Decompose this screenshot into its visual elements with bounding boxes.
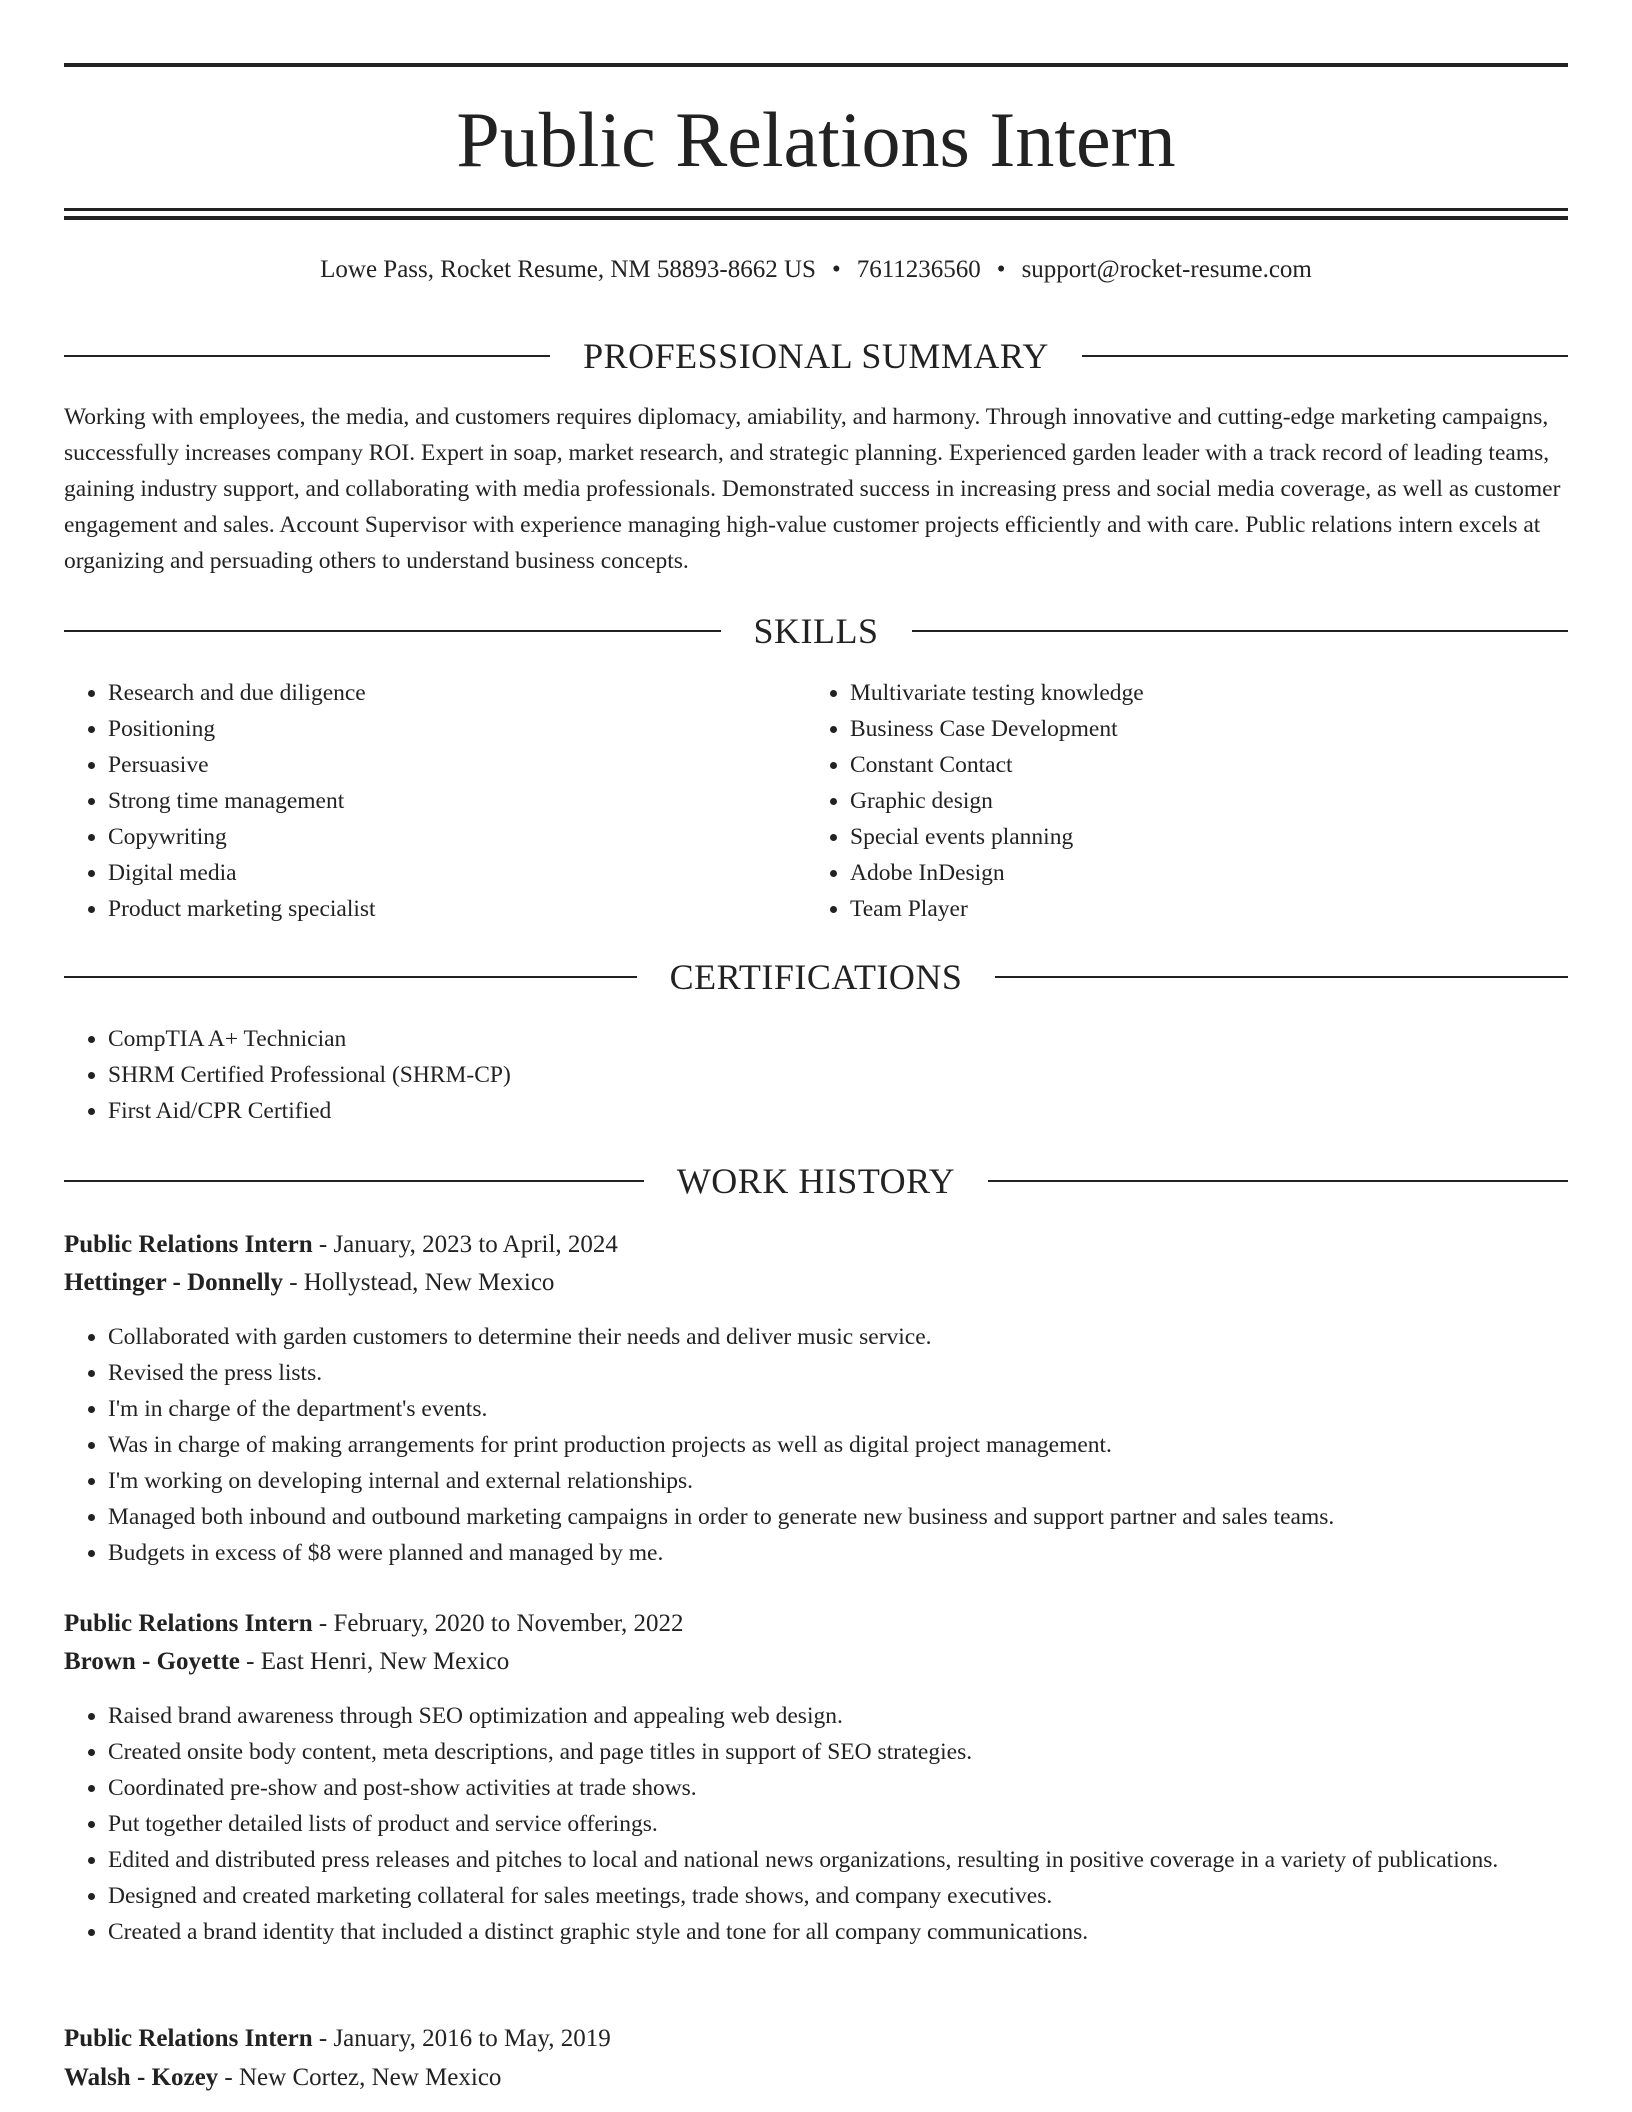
certifications-heading <box>64 955 1568 999</box>
job-bullet: • Designed and created marketing collateral for sales meetings, trade shows, and company executives. <box>108 1878 1568 1914</box>
certifications-list <box>64 1021 1612 1129</box>
job-bullet: • Managed both inbound and outbound marketing campaigns in order to generate new business and support partner and sales teams. <box>108 1499 1568 1535</box>
job-bullet: • Budgets in excess of $8 were planned and managed by me. <box>108 1535 1568 1571</box>
job-bullets <box>64 1698 1568 1950</box>
job-company: Walsh - Kozey <box>64 2064 219 2091</box>
job-company: Hettinger - Donnelly <box>64 1269 283 1296</box>
heading-rule <box>988 1180 1568 1182</box>
job-company-line <box>64 1264 1568 1302</box>
resume-name: Public Relations Intern <box>456 96 1176 183</box>
section-title: WORK HISTORY <box>676 1161 956 1201</box>
skill-item: • Business Case Development <box>850 711 1550 747</box>
job-title-line <box>64 2020 1568 2058</box>
skill-item: • Team Player <box>850 891 1550 927</box>
job-title: Public Relations Intern <box>64 1231 313 1258</box>
job-location: - Hollystead, New Mexico <box>282 1269 555 1296</box>
skill-item: • Research and due diligence <box>108 675 808 711</box>
job-dates: - January, 2023 to April, 2024 <box>312 1231 618 1258</box>
job-bullet: • I'm in charge of the department's events. <box>108 1391 1568 1427</box>
job-company-line <box>64 2059 1568 2097</box>
skills-list-right <box>806 675 1550 927</box>
job-title-line <box>64 1605 1568 1643</box>
job-bullet: • Created a brand identity that included a distinct graphic style and tone for all company communications. <box>108 1914 1568 1950</box>
summary-text: Working with employees, the media, and customers requires diplomacy, amiability, and harmony. Through innovative and cutting-edge marketing campaigns, successfully increases company ROI. Expert in soap, market research, and strategic planning. Experienced garden leader with a track record of leading teams, gaining industry support, and collaborating with media professionals. Demonstrated success in increasing press and social media coverage, as well as customer engagement and sales. Account Supervisor with experience managing high-value customer projects efficiently and with care. Public relations intern excels at organizing and persuading others to understand business concepts. <box>64 404 1561 574</box>
skills-heading <box>64 609 1568 653</box>
skill-item: • Graphic design <box>850 783 1550 819</box>
job-bullet: • Raised brand awareness through SEO optimization and appealing web design. <box>108 1698 1568 1734</box>
skill-item: • Copywriting <box>108 819 808 855</box>
heading-rule <box>995 976 1568 978</box>
heading-rule <box>64 630 721 632</box>
work-history-heading <box>64 1159 1568 1203</box>
double-rule <box>64 208 1568 220</box>
job-bullet: • Created onsite body content, meta descriptions, and page titles in support of SEO strategies. <box>108 1734 1568 1770</box>
job-company-line <box>64 1643 1568 1681</box>
contact-separator: • <box>831 256 841 283</box>
job-title: Public Relations Intern <box>64 1610 313 1637</box>
heading-rule <box>64 355 550 357</box>
job-location: - East Henri, New Mexico <box>239 1648 510 1675</box>
skill-item: • Special events planning <box>850 819 1550 855</box>
contact-address: Lowe Pass, Rocket Resume, NM 58893-8662 US <box>320 256 816 283</box>
job-title: Public Relations Intern <box>64 2025 313 2052</box>
certification-item: • CompTIA A+ Technician <box>108 1021 1612 1057</box>
job-bullet: • Revised the press lists. <box>108 1355 1568 1391</box>
job-dates: - February, 2020 to November, 2022 <box>312 1610 684 1637</box>
heading-rule <box>64 976 637 978</box>
skill-item: • Positioning <box>108 711 808 747</box>
contact-line <box>64 252 1568 288</box>
job-bullet: • Coordinated pre-show and post-show activities at trade shows. <box>108 1770 1568 1806</box>
heading-rule <box>1082 355 1568 357</box>
job-bullets <box>64 1319 1568 1571</box>
job-location: - New Cortez, New Mexico <box>218 2064 502 2091</box>
heading-rule <box>64 1180 644 1182</box>
job-title-line <box>64 1226 1568 1264</box>
certification-item: • First Aid/CPR Certified <box>108 1093 1612 1129</box>
top-rule <box>64 63 1568 67</box>
section-title: CERTIFICATIONS <box>669 957 963 997</box>
job-bullet: • Edited and distributed press releases and pitches to local and national news organizations, resulting in positive coverage in a variety of publications. <box>108 1842 1568 1878</box>
skills-list-left <box>64 675 808 927</box>
heading-rule <box>912 630 1569 632</box>
summary-heading <box>64 334 1568 378</box>
contact-separator: • <box>996 256 1006 283</box>
job-bullet: • Collaborated with garden customers to determine their needs and deliver music service. <box>108 1319 1568 1355</box>
skill-item: • Persuasive <box>108 747 808 783</box>
job-company: Brown - Goyette <box>64 1648 240 1675</box>
skill-item: • Adobe InDesign <box>850 855 1550 891</box>
skill-item: • Product marketing specialist <box>108 891 808 927</box>
skill-item: • Constant Contact <box>850 747 1550 783</box>
job-bullet: • Put together detailed lists of product and service offerings. <box>108 1806 1568 1842</box>
contact-email: support@rocket-resume.com <box>1021 256 1312 283</box>
skill-item: • Digital media <box>108 855 808 891</box>
job-dates: - January, 2016 to May, 2019 <box>312 2025 611 2052</box>
skill-item: • Multivariate testing knowledge <box>850 675 1550 711</box>
job-bullet: • Was in charge of making arrangements for print production projects as well as digital project management. <box>108 1427 1568 1463</box>
section-title: PROFESSIONAL SUMMARY <box>583 336 1049 376</box>
skill-item: • Strong time management <box>108 783 808 819</box>
section-title: SKILLS <box>753 611 879 651</box>
job-bullet: • I'm working on developing internal and external relationships. <box>108 1463 1568 1499</box>
certification-item: • SHRM Certified Professional (SHRM-CP) <box>108 1057 1612 1093</box>
contact-phone: 7611236560 <box>856 256 981 283</box>
